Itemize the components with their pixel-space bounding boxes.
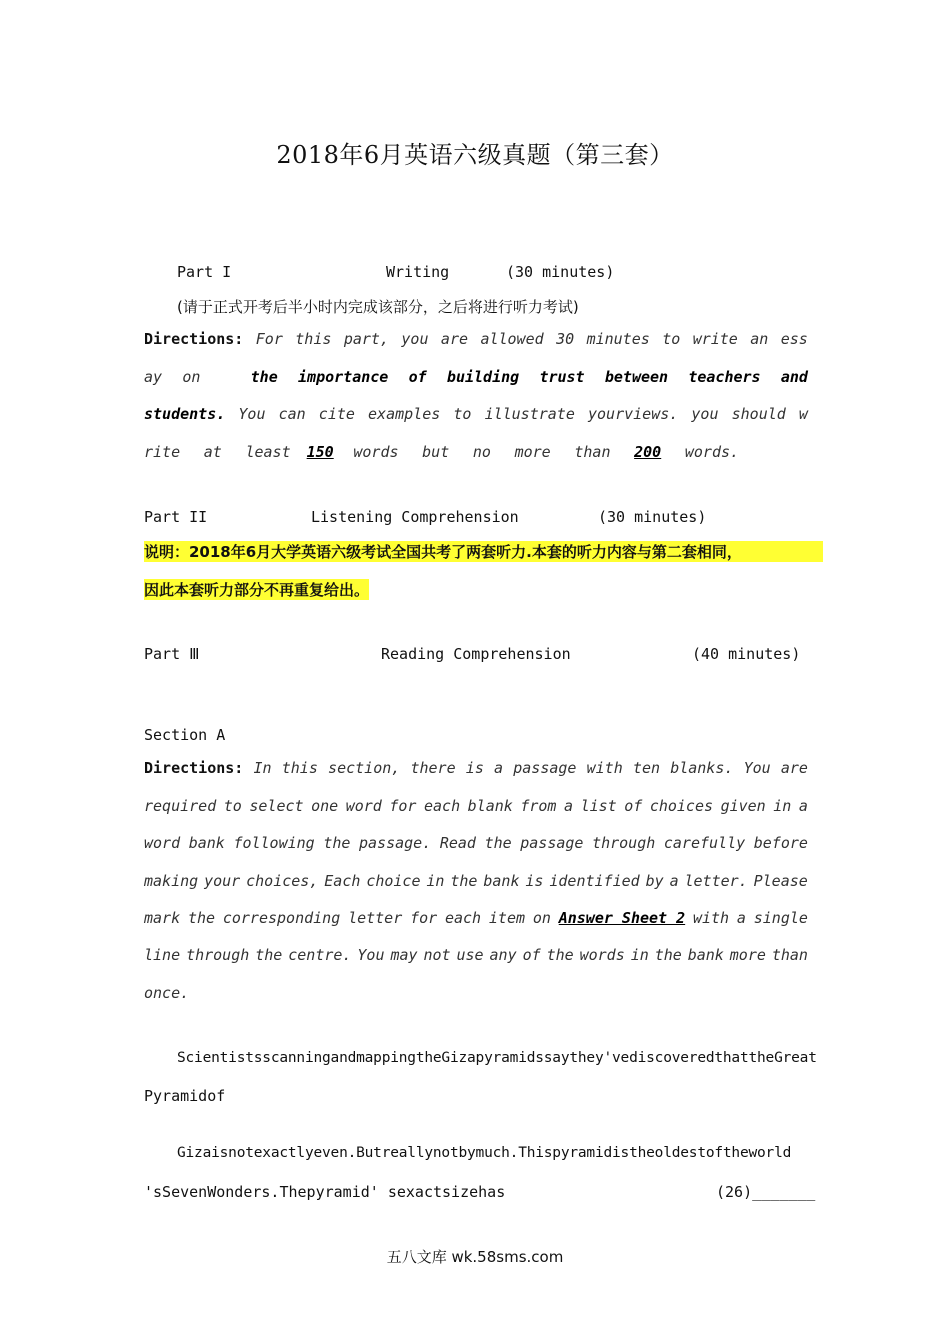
part3-directions-line2 <box>144 797 808 815</box>
word: blanks. <box>670 759 734 777</box>
word: the <box>546 946 574 964</box>
min-words: 150 <box>306 443 334 461</box>
word: line <box>144 946 181 964</box>
word: You <box>238 405 266 423</box>
word: by <box>645 872 664 890</box>
word: to <box>662 330 681 348</box>
word: blank <box>467 797 513 815</box>
word: a <box>564 797 574 815</box>
word: following <box>233 834 315 852</box>
word: allowed <box>480 330 544 348</box>
word: this <box>295 330 332 348</box>
word: Please <box>753 872 808 890</box>
word: bank <box>483 872 520 890</box>
part1-directions-line2 <box>144 368 808 386</box>
word: no <box>472 443 491 461</box>
word: the <box>255 946 283 964</box>
part2-name: Listening Comprehension <box>311 508 519 526</box>
word: Read <box>439 834 476 852</box>
word: your <box>204 872 241 890</box>
word: bank <box>188 834 225 852</box>
word: For <box>255 330 283 348</box>
word: in <box>426 872 445 890</box>
word: identified <box>549 872 640 890</box>
word: in <box>773 797 792 815</box>
word: bank <box>687 946 724 964</box>
part1-time: (30 minutes) <box>506 263 615 281</box>
word: letter. <box>684 872 748 890</box>
part3-directions-line6 <box>144 946 808 964</box>
word: words <box>579 946 625 964</box>
footer-watermark: 五八文库 wk.58sms.com <box>386 1248 564 1266</box>
word: w <box>798 405 808 423</box>
word: words. <box>684 443 740 461</box>
word: choice <box>366 872 421 890</box>
word: in <box>630 946 649 964</box>
part3-label: Part Ⅲ <box>144 645 200 663</box>
word: the <box>187 909 216 927</box>
part1-note: (请于正式开考后半小时内完成该部分，之后将进行听力考试) <box>177 298 579 316</box>
word: through <box>592 834 656 852</box>
passage-line4: 'sSevenWonders.Thepyramid' sexactsizehas <box>144 1183 506 1201</box>
word: on <box>532 909 551 927</box>
word: passage <box>513 759 577 777</box>
part2-note-line1: 说明：2018年6月大学英语六级考试全国共考了两套听力.本套的听力内容与第二套相同， <box>144 541 823 562</box>
word: to <box>453 405 472 423</box>
part2-note-line2: 因此本套听力部分不再重复给出。 <box>144 581 370 599</box>
word: illustrate <box>484 405 575 423</box>
word: Each <box>324 872 361 890</box>
directions-label: Directions: <box>144 330 244 348</box>
word: is <box>465 759 484 777</box>
word: not <box>423 946 451 964</box>
word: select <box>249 797 304 815</box>
part1-directions-line1 <box>144 330 808 348</box>
word: section, <box>328 759 401 777</box>
part2-time: (30 minutes) <box>598 508 707 526</box>
word: passage. <box>359 834 432 852</box>
word: through <box>186 946 250 964</box>
topic-word: students. <box>144 405 226 423</box>
word: passage <box>520 834 584 852</box>
answer-sheet-reference: Answer Sheet 2 <box>558 909 686 927</box>
word: than <box>771 946 808 964</box>
word: centre. <box>288 946 352 964</box>
word: minutes <box>586 330 650 348</box>
word: one <box>311 797 339 815</box>
word: of <box>522 946 541 964</box>
word: a <box>736 909 746 927</box>
word: to <box>223 797 242 815</box>
section-a-heading: Section A <box>144 726 226 744</box>
word: at <box>203 443 222 461</box>
topic-word: and <box>780 368 808 386</box>
page-title: 2018年6月英语六级真题（第三套） <box>276 141 674 169</box>
part3-time: (40 minutes) <box>692 645 801 663</box>
word: can <box>278 405 306 423</box>
word: write <box>692 330 738 348</box>
part3-name: Reading Comprehension <box>381 645 571 663</box>
word: making <box>144 872 199 890</box>
word: the <box>450 872 478 890</box>
word: corresponding <box>222 909 341 927</box>
word: but <box>422 443 450 461</box>
topic-word: of <box>408 368 427 386</box>
word: choices <box>649 797 714 815</box>
word: more <box>514 443 551 461</box>
directions-label: Directions: <box>144 759 244 777</box>
word: with <box>692 909 730 927</box>
part1-directions-line4 <box>144 442 739 461</box>
word: word <box>345 797 382 815</box>
word: carefully <box>663 834 746 852</box>
word: there <box>410 759 456 777</box>
word: on <box>182 368 201 386</box>
part1-name: Writing <box>386 263 450 281</box>
word: a <box>494 759 504 777</box>
word: you <box>691 405 719 423</box>
word: letter <box>348 909 403 927</box>
word: the <box>654 946 682 964</box>
part3-directions-line7: once. <box>144 984 190 1002</box>
topic-word: building <box>446 368 520 386</box>
passage-line1: ScientistsscanningandmappingtheGizapyramidssaythey'vediscoveredthattheGreat <box>177 1050 817 1066</box>
topic-word: importance <box>298 368 389 386</box>
word: ess <box>780 330 808 348</box>
word: from <box>520 797 557 815</box>
word: with <box>586 759 623 777</box>
word: list <box>580 797 617 815</box>
part1-label: Part I <box>177 263 232 281</box>
word: the <box>323 834 351 852</box>
max-words: 200 <box>634 443 662 461</box>
word: is <box>525 872 544 890</box>
topic-word: between <box>604 368 669 386</box>
word: item <box>488 909 526 927</box>
word: before <box>753 834 808 852</box>
word: are <box>440 330 469 348</box>
word: 30 <box>556 330 575 348</box>
word: In <box>253 759 272 777</box>
word: this <box>281 759 318 777</box>
part1-directions-line3 <box>144 405 808 423</box>
part2-label: Part II <box>144 508 208 526</box>
word: each <box>424 797 461 815</box>
word: given <box>720 797 766 815</box>
word: use <box>456 946 484 964</box>
word: for <box>389 797 417 815</box>
word: rite <box>144 443 181 461</box>
word: may <box>390 946 418 964</box>
word: you <box>401 330 429 348</box>
word: should <box>731 405 786 423</box>
passage-line3: Gizaisnotexactlyeven.Butreallynotbymuch.Thispyramidistheoldestoftheworld <box>177 1145 792 1161</box>
word: of <box>624 797 643 815</box>
word: choices, <box>246 872 319 890</box>
word: words <box>353 443 399 461</box>
passage-line2: Pyramidof <box>144 1087 226 1105</box>
part3-directions-line4 <box>144 872 808 890</box>
part3-directions-line1 <box>144 759 808 777</box>
word: ten <box>632 759 661 777</box>
word: yourviews. <box>587 405 679 423</box>
word: You <box>743 759 771 777</box>
word: for <box>410 909 438 927</box>
part3-directions-line3 <box>144 834 808 852</box>
word: any <box>489 946 517 964</box>
word: part, <box>343 330 389 348</box>
word: ay <box>144 368 163 386</box>
word: single <box>753 909 808 927</box>
part3-directions-line5 <box>144 909 808 927</box>
word: the <box>484 834 512 852</box>
word: examples <box>368 405 441 423</box>
topic-word: teachers <box>688 368 761 386</box>
word: a <box>798 797 808 815</box>
word: cite <box>318 405 355 423</box>
word: mark <box>144 909 181 927</box>
word: required <box>144 797 217 815</box>
word: more <box>729 946 766 964</box>
word: word <box>144 834 181 852</box>
word: each <box>444 909 482 927</box>
word: are <box>780 759 808 777</box>
word: You <box>357 946 385 964</box>
word: least <box>245 443 291 461</box>
word: a <box>669 872 679 890</box>
topic-word: trust <box>539 368 585 386</box>
word: than <box>574 443 611 461</box>
topic-word: the <box>250 368 278 386</box>
word: an <box>750 330 769 348</box>
blank-26: (26)_______ <box>716 1183 816 1201</box>
